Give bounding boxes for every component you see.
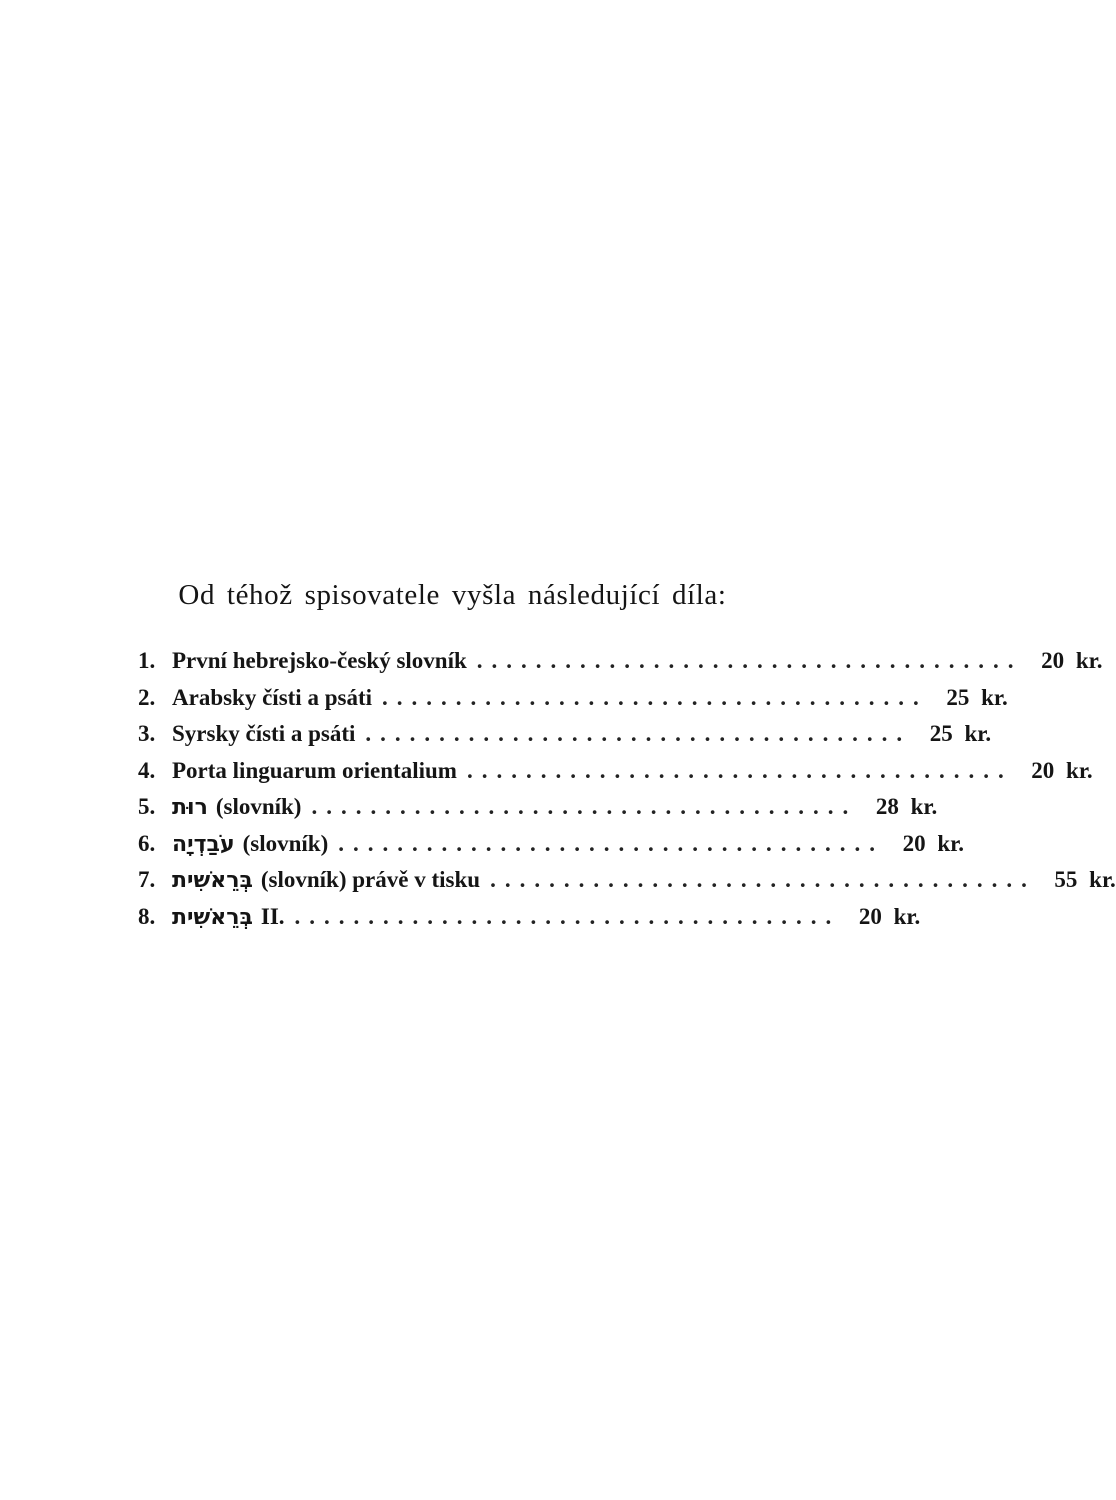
item-number: 2. xyxy=(138,684,156,710)
item-title: Syrsky čísti a psáti xyxy=(172,721,356,746)
item-title: První hebrejsko-český slovník xyxy=(172,648,467,673)
item-title: (slovník) xyxy=(215,794,302,819)
item-price: 20 kr. xyxy=(1041,648,1103,673)
dot-leader: ..................................... xyxy=(311,794,858,819)
works-list xyxy=(138,648,1116,940)
dot-leader: ..................................... xyxy=(466,757,1013,783)
item-price: 20 kr. xyxy=(902,830,964,856)
item-title: Arabsky čísti a psáti xyxy=(172,684,372,710)
dot-leader: ..................................... xyxy=(476,648,1023,673)
item-number: 3. xyxy=(138,721,156,746)
dot-leader: ..................................... xyxy=(338,830,884,856)
dot-leader: ..................................... xyxy=(382,684,928,710)
item-number: 6. xyxy=(138,830,156,856)
item-title: (slovník) xyxy=(242,830,329,856)
list-item xyxy=(138,830,964,868)
page-heading: Od téhož spisovatele vyšla následující díla: xyxy=(178,579,727,611)
item-title: Porta linguarum orientalium xyxy=(172,757,457,783)
list-item xyxy=(138,684,1008,722)
item-price: 20 kr. xyxy=(1031,757,1093,783)
item-number: 4. xyxy=(138,757,156,783)
list-item xyxy=(138,648,1103,685)
item-hebrew-title: בְּרֵאשִׁית xyxy=(172,904,253,930)
dot-leader: ..................................... xyxy=(365,721,912,746)
item-price: 25 kr. xyxy=(929,721,992,746)
item-price: 20 kr. xyxy=(858,903,921,929)
item-number: 5. xyxy=(138,794,156,819)
dot-leader: ..................................... xyxy=(490,867,1036,892)
item-price: 28 kr. xyxy=(875,794,938,819)
item-title: (slovník) právě v tisku xyxy=(260,867,481,892)
list-item xyxy=(138,794,938,831)
item-price: 25 kr. xyxy=(946,684,1008,710)
list-item xyxy=(138,867,1116,904)
item-number: 1. xyxy=(138,648,156,673)
list-item xyxy=(138,903,921,941)
item-hebrew-title: רוּת xyxy=(172,795,208,820)
item-hebrew-title: עֹבַדְיָה xyxy=(172,831,235,857)
item-price: 55 kr. xyxy=(1054,867,1116,892)
list-item xyxy=(138,757,1093,795)
item-hebrew-title: בְּרֵאשִׁית xyxy=(172,868,253,893)
dot-leader: ..................................... xyxy=(294,903,841,929)
item-number: 8. xyxy=(138,903,156,929)
item-title: II. xyxy=(260,903,285,929)
item-number: 7. xyxy=(138,867,156,892)
list-item xyxy=(138,721,992,758)
